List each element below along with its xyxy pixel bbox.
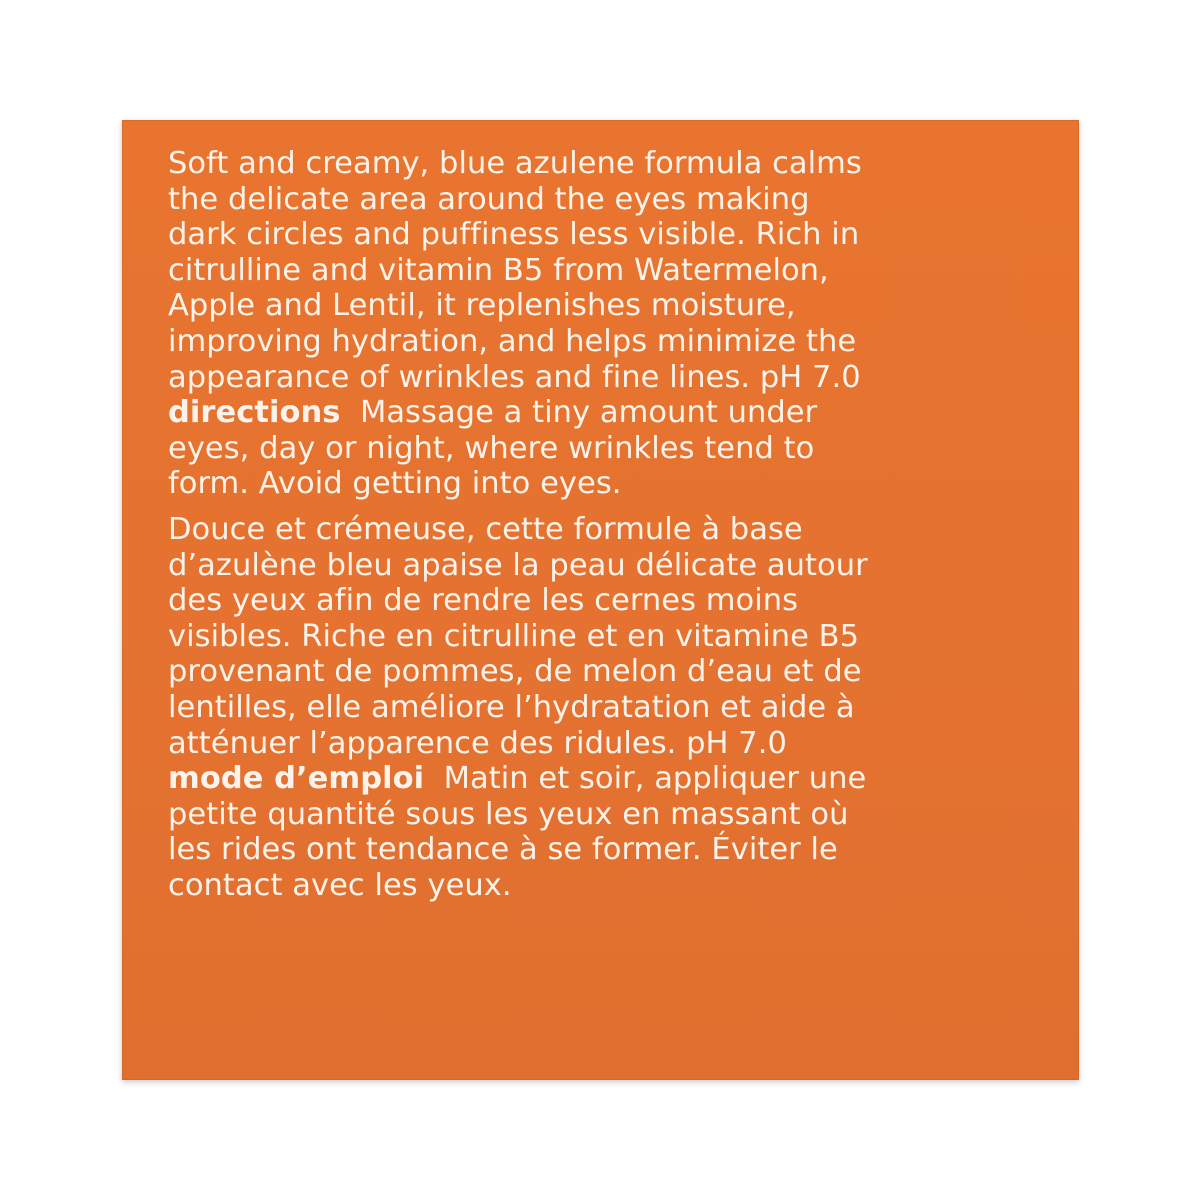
french-line: visibles. Riche en citrulline et en vitamine B5 — [168, 618, 860, 654]
french-directions-line: contact avec les yeux. — [168, 867, 512, 903]
english-paragraph — [168, 146, 1048, 502]
english-directions-line — [168, 395, 1048, 431]
french-line: Douce et crémeuse, cette formule à base — [168, 511, 803, 547]
english-directions-line: form. Avoid getting into eyes. — [168, 466, 622, 502]
label-text — [168, 146, 1048, 903]
english-directions-line: eyes, day or night, where wrinkles tend to — [168, 430, 815, 466]
english-line: citrulline and vitamin B5 from Watermelon, — [168, 252, 829, 288]
english-line: improving hydration, and helps minimize the — [168, 323, 857, 359]
french-directions-heading: mode d’emploi — [168, 761, 425, 797]
french-paragraph — [168, 512, 1048, 904]
french-directions-line: petite quantité sous les yeux en massant où — [168, 796, 849, 832]
english-directions-text: Massage a tiny amount under — [359, 395, 818, 431]
french-directions-line — [168, 761, 1048, 797]
english-line: Apple and Lentil, it replenishes moisture, — [168, 288, 796, 324]
french-line: d’azulène bleu apaise la peau délicate autour — [168, 547, 868, 583]
french-line: lentilles, elle améliore l’hydratation et aide à — [168, 689, 855, 725]
english-line: Soft and creamy, blue azulene formula calms — [168, 146, 862, 181]
french-line: des yeux afin de rendre les cernes moins — [168, 583, 799, 619]
english-line: appearance of wrinkles and fine lines. pH 7.0 — [168, 359, 861, 395]
french-line: provenant de pommes, de melon d’eau et de — [168, 654, 862, 690]
english-line: the delicate area around the eyes making — [168, 181, 810, 217]
french-line: atténuer l’apparence des ridules. pH 7.0 — [168, 725, 787, 761]
english-line: dark circles and puffiness less visible. Rich in — [168, 217, 860, 253]
french-directions-text: Matin et soir, appliquer une — [443, 761, 867, 797]
english-directions-heading: directions — [168, 395, 341, 431]
french-directions-line: les rides ont tendance à se former. Éviter le — [168, 832, 838, 868]
